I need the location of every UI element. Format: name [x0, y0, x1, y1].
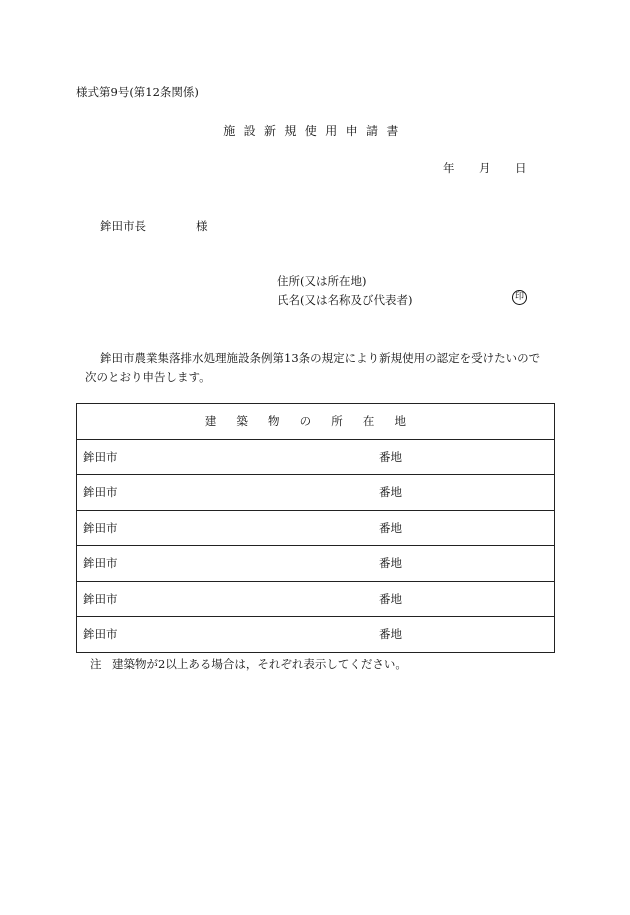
- seal-mark: 印: [512, 290, 527, 305]
- table-header-row: [77, 404, 555, 440]
- body-text-line-2: 次のとおり申告します。: [85, 370, 211, 384]
- row-banchi: 番地: [379, 520, 402, 535]
- row-banchi: 番地: [379, 627, 402, 642]
- date-month-label: 月: [479, 161, 491, 175]
- location-cell[interactable]: [77, 581, 555, 617]
- table-row: [77, 510, 555, 546]
- form-number: 様式第9号(第12条関係): [76, 85, 199, 99]
- date-day-label: 日: [515, 161, 527, 175]
- applicant-name-label: 氏名(又は名称及び代表者): [277, 293, 413, 307]
- document-title: 施設新規使用申請書: [223, 124, 407, 138]
- addressee-name: 鉾田市長: [100, 219, 146, 233]
- table-row: [77, 617, 555, 653]
- location-cell[interactable]: [77, 617, 555, 653]
- row-city: 鉾田市: [83, 556, 118, 571]
- row-city: 鉾田市: [83, 627, 118, 642]
- location-cell[interactable]: [77, 546, 555, 582]
- body-text-line-1: 鉾田市農業集落排水処理施設条例第13条の規定により新規使用の認定を受けたいので: [100, 351, 541, 365]
- date-year-label: 年: [443, 161, 455, 175]
- row-banchi: 番地: [379, 449, 402, 464]
- footnote-text: 建築物が2以上ある場合は，それぞれ表示してください。: [112, 657, 407, 671]
- date-line: [443, 160, 527, 176]
- footnote: [90, 656, 407, 672]
- location-cell[interactable]: [77, 475, 555, 511]
- table-row: [77, 546, 555, 582]
- row-city: 鉾田市: [83, 449, 118, 464]
- table-row: [77, 581, 555, 617]
- row-banchi: 番地: [379, 556, 402, 571]
- row-banchi: 番地: [379, 591, 402, 606]
- row-banchi: 番地: [379, 485, 402, 500]
- row-city: 鉾田市: [83, 591, 118, 606]
- location-cell[interactable]: [77, 510, 555, 546]
- table-row: [77, 439, 555, 475]
- footnote-label: 注: [90, 657, 102, 671]
- row-city: 鉾田市: [83, 485, 118, 500]
- location-cell[interactable]: [77, 439, 555, 475]
- building-location-table: [76, 403, 555, 653]
- row-city: 鉾田市: [83, 520, 118, 535]
- table-row: [77, 475, 555, 511]
- table-header: 建築物の所在地: [77, 404, 555, 440]
- addressee-suffix: 様: [196, 219, 208, 233]
- applicant-address-label: 住所(又は所在地): [277, 274, 367, 288]
